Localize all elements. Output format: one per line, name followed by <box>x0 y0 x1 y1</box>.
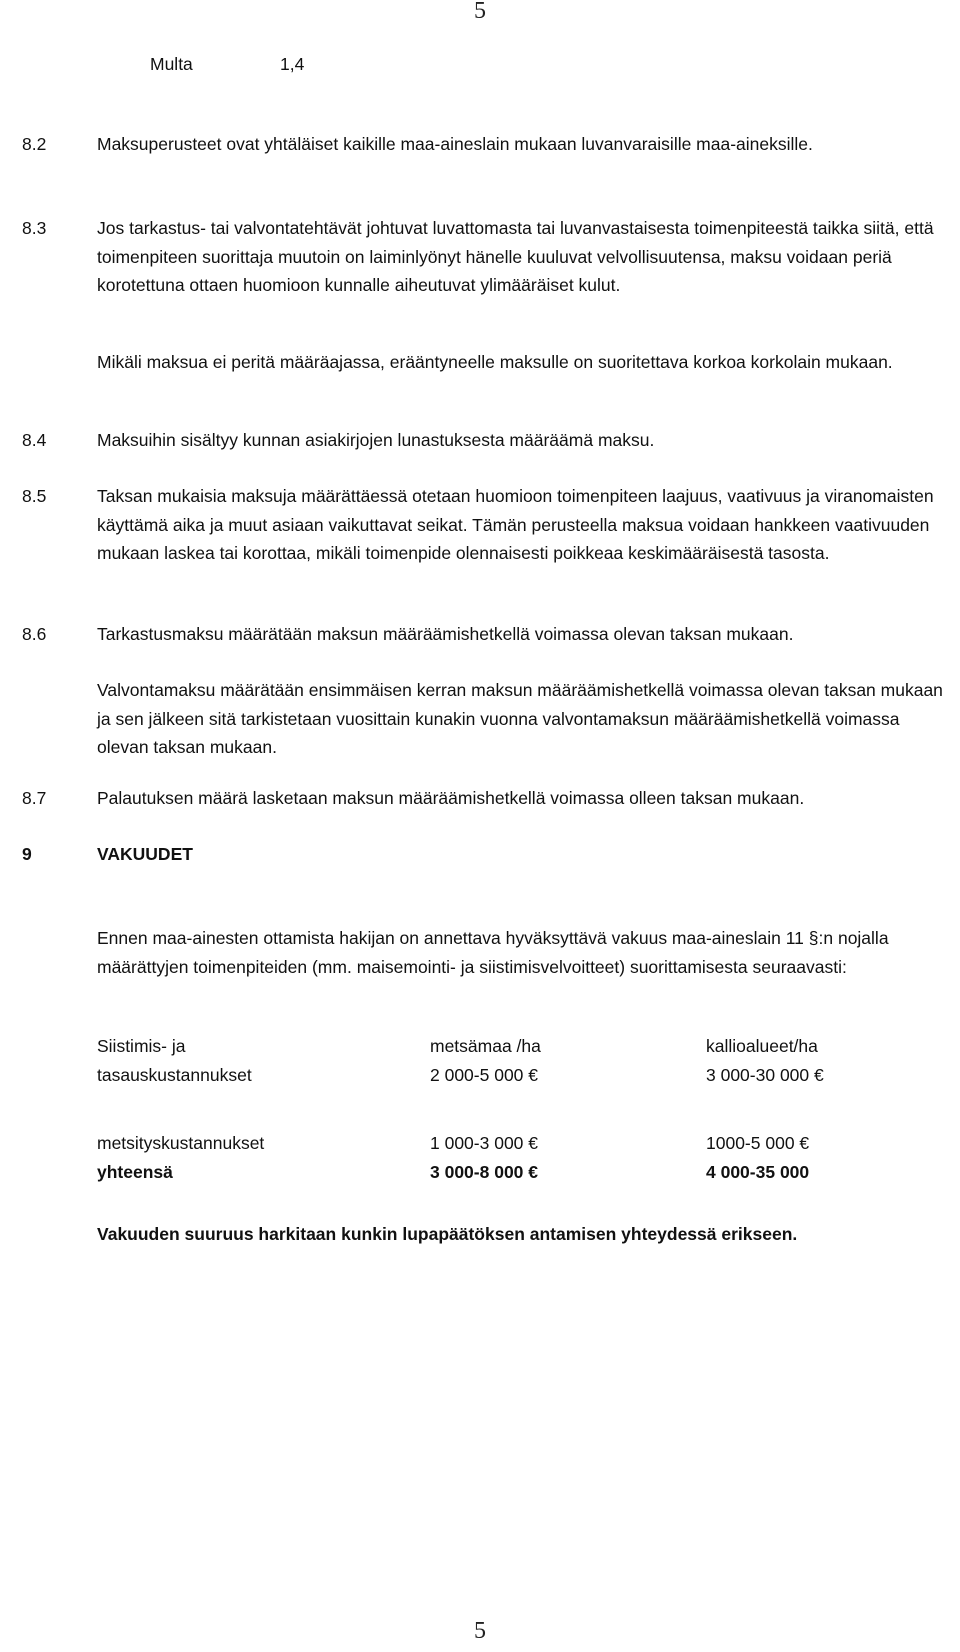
section-8-6-text-2: Valvontamaksu määrätään ensimmäisen kerran maksun määräämishetkellä voimassa olevan taksan mukaan ja sen jälkeen sitä tarkistetaan vuosittain kunakin vuonna valvontamaksun määräämishetkellä voimassa olevan taksan mukaan. <box>97 680 943 757</box>
table-cell: Siistimis- ja <box>97 1036 186 1056</box>
section-number-9: 9 <box>22 844 32 864</box>
guarantee-note: Vakuuden suuruus harkitaan kunkin lupapäätöksen antamisen yhteydessä erikseen. <box>97 1224 798 1244</box>
table-total-label: yhteensä <box>97 1162 173 1182</box>
section-8-7-text: Palautuksen määrä lasketaan maksun määräämishetkellä voimassa olleen taksan mukaan. <box>97 788 805 808</box>
page-number-bottom: 5 <box>474 1618 486 1644</box>
table-cell: 1 000-3 000 € <box>430 1133 539 1153</box>
table-cell: 1000-5 000 € <box>706 1133 810 1153</box>
section-8-3-text-2: Mikäli maksua ei peritä määräajassa, erääntyneelle maksulle on suoritettava korkoa korkolain mukaan. <box>97 352 893 372</box>
section-9-intro: Ennen maa-ainesten ottamista hakijan on annettava hyväksyttävä vakuus maa-aineslain 11 §:n nojalla määrättyjen toimenpiteiden (mm. maisemointi- ja siistimisvelvoitteet) suorittamisesta seuraavasti: <box>97 928 889 977</box>
section-number-8-5: 8.5 <box>22 486 47 506</box>
section-9-title: VAKUUDET <box>97 844 193 864</box>
table-cell: metsämaa /ha <box>430 1036 541 1056</box>
table-cell: 2 000-5 000 € <box>430 1065 539 1085</box>
section-8-5-text: Taksan mukaisia maksuja määrättäessä otetaan huomioon toimenpiteen laajuus, vaativuus ja viranomaisten käyttämä aika ja muut asiaan vaikuttavat seikat. Tämän perusteella maksua voidaan hankkeen vaativuuden mukaan laskea tai korottaa, mikäli toimenpide olennaisesti poikkeaa keskimääräisestä tasosta. <box>97 486 934 563</box>
multa-value: 1,4 <box>280 54 305 74</box>
table-cell: metsityskustannukset <box>97 1133 265 1153</box>
table-cell: tasauskustannukset <box>97 1065 252 1085</box>
section-number-8-4: 8.4 <box>22 430 47 450</box>
multa-label: Multa <box>150 54 193 74</box>
page-number-top: 5 <box>474 0 486 24</box>
table-cell: kallioalueet/ha <box>706 1036 818 1056</box>
section-number-8-7: 8.7 <box>22 788 47 808</box>
table-total-rock: 4 000-35 000 <box>706 1162 810 1182</box>
section-8-6-text: Tarkastusmaksu määrätään maksun määräämishetkellä voimassa olevan taksan mukaan. <box>97 624 794 644</box>
section-8-3-text: Jos tarkastus- tai valvontatehtävät johtuvat luvattomasta tai luvanvastaisesta toimenpiteestä taikka siitä, että toimenpiteen suorittaja muutoin on laiminlyönyt hänelle kuuluvat velvollisuutensa, maksu voidaan periä korotettuna ottaen huomioon kunnalle aiheutuvat ylimääräiset kulut. <box>97 218 934 295</box>
table-total-forest: 3 000-8 000 € <box>430 1162 539 1182</box>
table-cell: 3 000-30 000 € <box>706 1065 824 1085</box>
section-8-2-text: Maksuperusteet ovat yhtäläiset kaikille maa-aineslain mukaan luvanvaraisille maa-aineksille. <box>97 134 813 154</box>
section-8-4-text: Maksuihin sisältyy kunnan asiakirjojen lunastuksesta määräämä maksu. <box>97 430 655 450</box>
section-number-8-3: 8.3 <box>22 218 47 238</box>
section-number-8-6: 8.6 <box>22 624 47 644</box>
section-number-8-2: 8.2 <box>22 134 47 154</box>
